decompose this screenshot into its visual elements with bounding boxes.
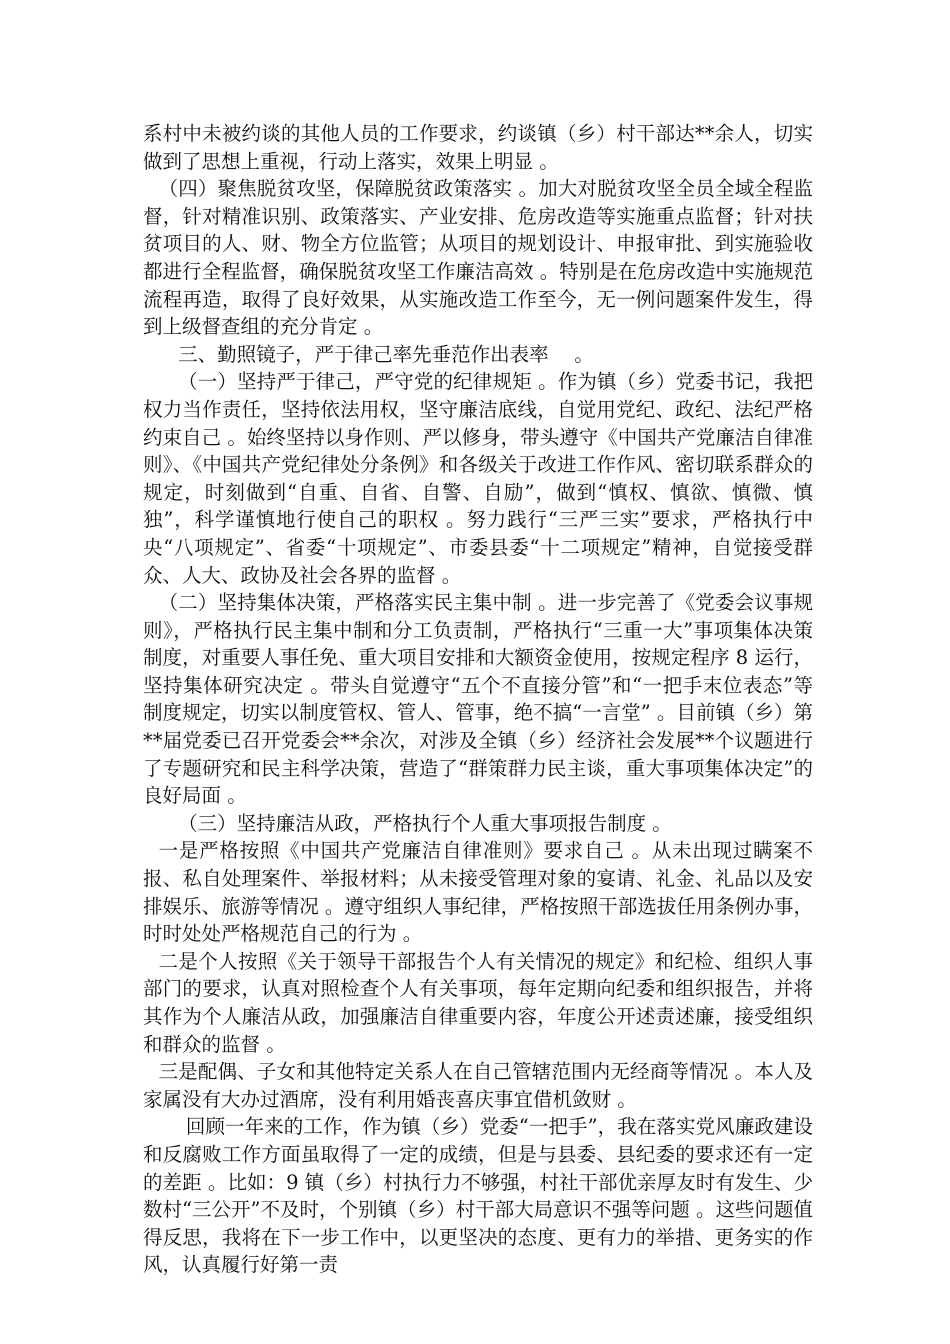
paragraph-continuation: 系村中未被约谈的其他人员的工作要求，约谈镇（乡）村干部达**余人，切实做到了思想上重视，行动上落实，效果上明显 。 <box>143 122 813 173</box>
paragraph-section-4: （四）聚焦脱贫攻坚，保障脱贫政策落实 。加大对脱贫攻坚全员全域全程监督，针对精准识别、政策落实、产业安排、危房改造等实施重点监督；针对扶贫项目的人、财、物全方位监管；从项目的规划设计、申报审批、到实施验收都进行全程监督，确保脱贫攻坚工作廉洁高效 。特别是在危房改造中实施规范流程再造，取得了良好效果，从实施改造工作至今，无一例问题案件发生，得到上级督查组的充分肯定 。 <box>143 177 813 339</box>
paragraph-item-1: （一）坚持严于律己，严守党的纪律规矩 。作为镇（乡）党委书记，我把权力当作责任，坚持依法用权，坚守廉洁底线，自觉用党纪、政纪、法纪严格约束自己 。始终坚持以身作则、严以修身，带头遵守《中国共产党廉洁自律准则》、《中国共产党纪律处分条例》和各级关于改进工作作风、密切联系群众的规定，时刻做到“自重、自省、自警、自励”，做到“慎权、慎欲、慎微、慎独”，科学谨慎地行使自己的职权 。努力践行“三严三实”要求，严格执行中央“八项规定”、省委“十项规定”、市委县委“十二项规定”精神，自觉接受群众、人大、政协及社会各界的监督 。 <box>143 370 813 587</box>
paragraph-item-3-heading: （三）坚持廉洁从政，严格执行个人重大事项报告制度 。 <box>178 811 672 835</box>
paragraph-review: 回顾一年来的工作，作为镇（乡）党委“一把手”，我在落实党风廉政建设和反腐败工作方面虽取得了一定的成绩，但是与县委、县纪委的要求还有一定的差距 。比如：9 镇（乡）村执行力不够强，村社干部优亲厚友时有发生、少数村“三公开”不及时，个别镇（乡）村干部大局意识不强等问题 。这些问题值得反思，我将在下一步工作中，以更坚决的态度、更有力的举措、更务实的作风，认真履行好第一责 <box>143 1115 813 1277</box>
paragraph-point-1: 一是严格按照《中国共产党廉洁自律准则》要求自己 。从未出现过瞒案不报、私自处理案件、举报材料；从未接受管理对象的宴请、礼金、礼品以及安排娱乐、旅游等情况 。遵守组织人事纪律，严格按照干部选拔任用条例办事，时时处处严格规范自己的行为 。 <box>143 839 813 946</box>
heading-section-3: 三、勤照镜子，严于律己率先垂范作出表率 。 <box>178 342 594 366</box>
paragraph-item-2: （二）坚持集体决策，严格落实民主集中制 。进一步完善了《党委会议事规则》，严格执行民主集中制和分工负责制，严格执行“三重一大”事项集体决策制度，对重要人事任免、重大项目安排和大额资金使用，按规定程序 8 运行，坚持集体研究决定 。带头自觉遵守“五个不直接分管”和“一把手末位表态”等制度规定，切实以制度管权、管人、管事，绝不搞“一言堂” 。目前镇（乡）第**届党委已召开党委会**余次，对涉及全镇（乡）经济社会发展**个议题进行了专题研究和民主科学决策，营造了“群策群力民主谈，重大事项集体决定”的良好局面 。 <box>143 591 813 808</box>
paragraph-point-2: 二是个人按照《关于领导干部报告个人有关情况的规定》和纪检、组织人事部门的要求，认真对照检查个人有关事项，每年定期向纪委和组织报告，并将其作为个人廉洁从政，加强廉洁自律重要内容，年度公开述责述廉，接受组织和群众的监督 。 <box>143 949 813 1056</box>
document-page <box>143 120 813 1279</box>
paragraph-point-3: 三是配偶、子女和其他特定关系人在自己管辖范围内无经商等情况 。本人及家属没有大办过酒席，没有利用婚丧喜庆事宜借机敛财 。 <box>143 1060 813 1111</box>
